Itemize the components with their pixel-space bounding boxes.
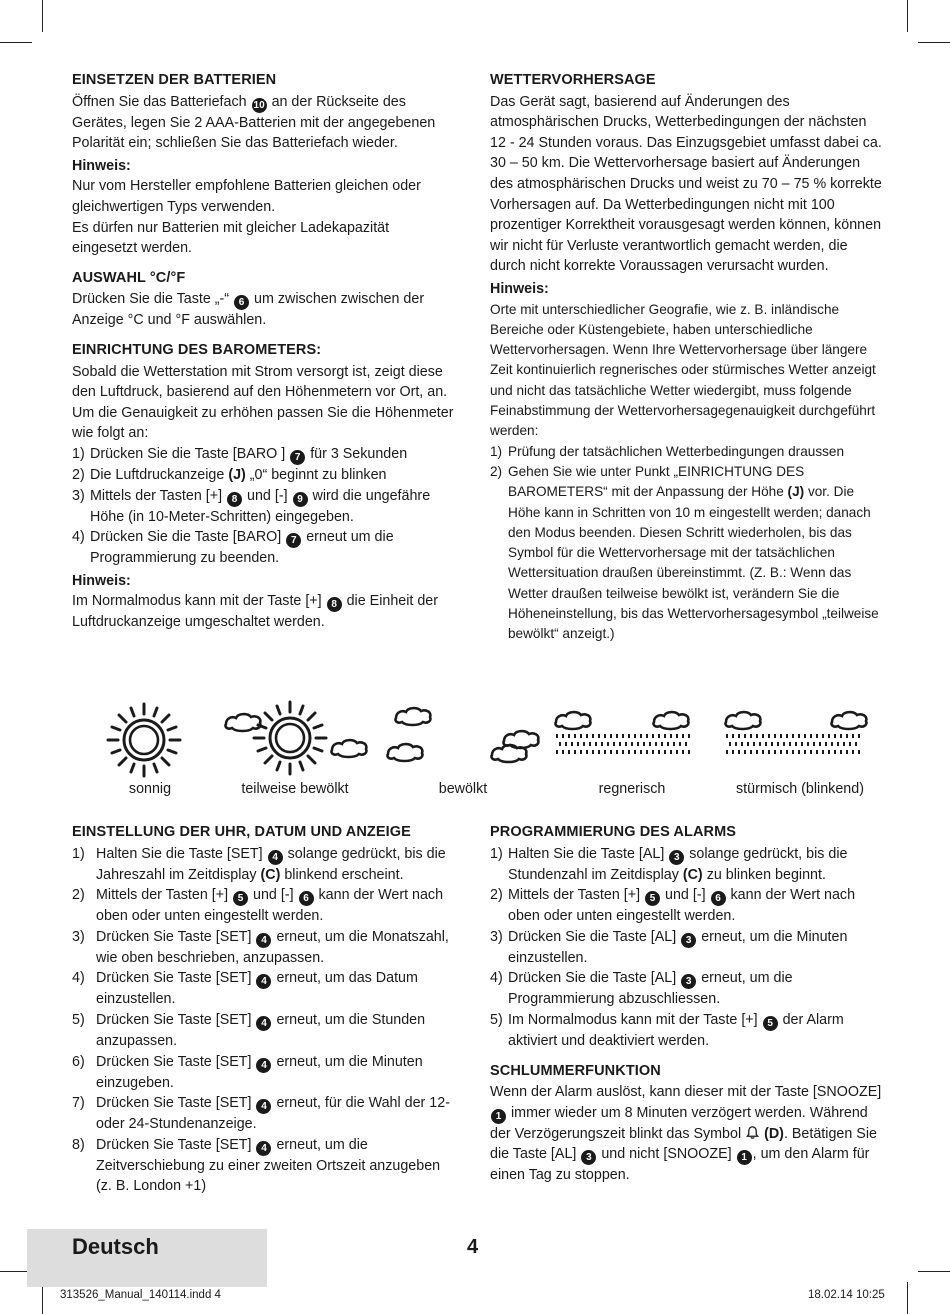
forecast-heading: WETTERVORHERSAGE — [490, 72, 656, 88]
file-slug: 313526_Manual_140114.indd 4 — [60, 1289, 221, 1301]
crop-mark — [907, 1282, 908, 1314]
note-text: Im Normalmodus kann mit der Taste [+] 8 die Einheit der Luftdruckanzeige umgeschaltet werden. — [72, 593, 439, 631]
list-item: 4) Drücken Sie die Taste [BARO] 7 erneut um die Programmierung zu beenden. — [72, 529, 394, 567]
weather-label-rainy: regnerisch — [598, 781, 666, 797]
forecast-text: Das Gerät sagt, basierend auf Änderungen des atmosphärischen Drucks, Wetterbedingungen der nächsten 12 - 24 Stunden voraus. Das Einzugsgebiet umfasst dabei ca. 30 – 50 km. Die Wettervorhersage basiert auf Änderungen des atmosphärischen Drucks und weist zu 70 – 75 % korrekte Vorhersagen auf. Da Wetterbedingungen nicht mit 100 prozentiger Korrektheit vorausgesagt werden können, können wir nicht für Verluste verantwortlich gemacht werden, die durch nicht korrekte Voraussagen verursacht wurden. — [490, 93, 882, 275]
list-item: 5) Drücken Sie Taste [SET] 4 erneut, um die Stunden anzupassen. — [72, 1011, 426, 1049]
baro-steps — [72, 444, 457, 569]
list-item: 3) Drücken Sie die Taste [AL] 3 erneut, um die Minuten einzustellen. — [490, 928, 848, 966]
cf-heading: AUSWAHL °C/°F — [72, 269, 186, 286]
cloudy-icon — [387, 708, 430, 761]
weather-label-sunny: sonnig — [128, 781, 172, 797]
list-item: 2) Die Luftdruckanzeige (J) „0“ beginnt zu blinken — [72, 466, 387, 483]
list-item: 3) Drücken Sie Taste [SET] 4 erneut, um die Monatszahl, wie oben beschrieben, anzupassen. — [72, 928, 449, 966]
list-item: 2) Mittels der Tasten [+] 5 und [-] 6 kann der Wert nach oben oder unten eingestellt werden. — [72, 887, 444, 925]
batteries-text: Öffnen Sie das Batteriefach 10 an der Rückseite des Gerätes, legen Sie 2 AAA-Batterien mit der angegebenen Polarität ein; schließen Sie das Batteriefach wieder. — [72, 93, 436, 152]
crop-mark — [907, 0, 908, 32]
crop-mark — [918, 42, 950, 43]
list-item: 2) Gehen Sie wie unter Punkt „EINRICHTUNG DES BAROMETERS“ mit der Anpassung der Höhe (J) vor. Die Höhe kann in Schritten von 10 m eingestellt werden; danach den Modus beenden. Diesen Schritt wiederholen, bis das Symbol für die Wettervorhersage mit der tatsächlichen Wettersituation draußen übereinstimmt. (Z. B.: Wenn das Wetter draußen teilweise bewölkt ist, verändern Sie die Höheneinstellung, bis das Wettervorhersagesymbol „teilweise bewölkt“ anzeigt.) — [490, 463, 879, 642]
baro-heading: EINRICHTUNG DES BAROMETERS: — [72, 341, 322, 358]
list-item: 1) Halten Sie die Taste [SET] 4 solange gedrückt, bis die Jahreszahl im Zeitdisplay (C) blinkend erscheint. — [72, 845, 446, 883]
key-badge: 6 — [234, 295, 249, 310]
right-column-bottom — [490, 822, 882, 1186]
list-item: 7) Drücken Sie Taste [SET] 4 erneut, für die Wahl der 12- oder 24-Stundenanzeige. — [72, 1095, 450, 1133]
note-text: Orte mit unterschiedlicher Geografie, wie z. B. inländische Bereiche oder Küstengebiete, haben unterschiedliche Wettervorhersagen. Wenn Ihre Wettervorhersage über längere Zeit kontinuierlich regnerisches oder stürmisches Wetter anzeigt und nicht das tatsächliche Wetter wiedergibt, muss folgende Feinabstimmung der Wettervorhersagegenauigkeit durchgeführt werden: — [490, 301, 876, 439]
cf-text: Drücken Sie die Taste „-“ 6 um zwischen zwischen der Anzeige °C und °F auswählen. — [72, 291, 425, 329]
list-item: 4) Drücken Sie die Taste [AL] 3 erneut, um die Programmierung abzuschliessen. — [490, 970, 793, 1008]
list-item: 1) Prüfung der tatsächlichen Wetterbedingungen draussen — [490, 443, 845, 459]
print-date: 18.02.14 10:25 — [808, 1289, 885, 1301]
list-item: 6) Drücken Sie Taste [SET] 4 erneut, um die Minuten einzugeben. — [72, 1053, 423, 1091]
forecast-steps — [490, 442, 882, 645]
weather-label-partly-cloudy: teilweise bewölkt — [241, 781, 349, 797]
weather-label-stormy: stürmisch (blinkend) — [736, 781, 864, 797]
note-label: Hinweis: — [72, 157, 131, 174]
alarm-steps — [490, 844, 882, 1052]
left-column-top — [72, 70, 457, 633]
crop-mark — [42, 0, 43, 32]
sun-icon — [108, 704, 180, 776]
list-item: 5) Im Normalmodus kann mit der Taste [+] 5 der Alarm aktiviert und deaktiviert werden. — [490, 1011, 844, 1049]
key-badge: 10 — [253, 99, 265, 111]
list-item: 1) Drücken Sie die Taste [BARO ] 7 für 3 Sekunden — [72, 445, 408, 463]
note-label: Hinweis: — [72, 572, 131, 589]
clock-heading: EINSTELLUNG DER UHR, DATUM UND ANZEIGE — [72, 824, 411, 840]
weather-label-cloudy: bewölkt — [438, 781, 488, 797]
list-item: 3) Mittels der Tasten [+] 8 und [-] 9 wird die ungefähre Höhe (in 10-Meter-Schritten) eingegeben. — [72, 487, 431, 525]
snooze-heading: SCHLUMMERFUNKTION — [490, 1062, 661, 1079]
partly-cloudy-icon — [225, 702, 366, 774]
storm-icon — [725, 712, 866, 754]
snooze-text: Wenn der Alarm auslöst, kann dieser mit der Taste [SNOOZE] 1 immer wieder um 8 Minuten verzögert werden. Während der Verzögerungszeit blinkt das Symbol (D). Betätigen Sie die Taste [AL] 3 und nicht [SNOOZE] 1 , um den Alarm für einen Tag zu stoppen. — [490, 1084, 882, 1184]
baro-text: Sobald die Wetterstation mit Strom versorgt ist, zeigt diese den Luftdruck, basierend auf den Höhenmetern vor Ort, an. Um die Genauigkeit zu erhöhen passen Sie die Höhenmeter wie folgt an: — [72, 363, 454, 442]
note-label: Hinweis: — [490, 280, 549, 297]
key-badge: 8 — [327, 597, 342, 612]
crop-mark — [918, 1271, 950, 1272]
list-item: 1) Halten Sie die Taste [AL] 3 solange gedrückt, bis die Stundenzahl im Zeitdisplay (C) zu blinken beginnt. — [490, 845, 848, 883]
alarm-heading: PROGRAMMIERUNG DES ALARMS — [490, 824, 737, 840]
rain-icon — [491, 712, 690, 762]
bell-icon — [745, 1125, 760, 1140]
batteries-heading: EINSETZEN DER BATTERIEN — [72, 72, 277, 88]
crop-mark — [0, 42, 32, 43]
right-column-top — [490, 70, 882, 645]
left-column-bottom — [72, 822, 457, 1197]
note-text: Nur vom Hersteller empfohlene Batterien gleichen oder gleichwertigen Typs verwenden. — [72, 178, 421, 215]
list-item: 8) Drücken Sie Taste [SET] 4 erneut, um die Zeitverschiebung zu einer zweiten Ortszeit anzugeben (z. B. London +1) — [72, 1136, 441, 1195]
list-item: 2) Mittels der Tasten [+] 5 und [-] 6 kann der Wert nach oben oder unten eingestellt werden. — [490, 887, 856, 925]
list-item: 4) Drücken Sie Taste [SET] 4 erneut, um das Datum einzustellen. — [72, 970, 418, 1008]
language-label: Deutsch — [72, 1234, 159, 1259]
clock-steps — [72, 844, 457, 1197]
note-text: Es dürfen nur Batterien mit gleicher Ladekapazität eingesetzt werden. — [72, 219, 390, 257]
page-number: 4 — [467, 1236, 479, 1258]
